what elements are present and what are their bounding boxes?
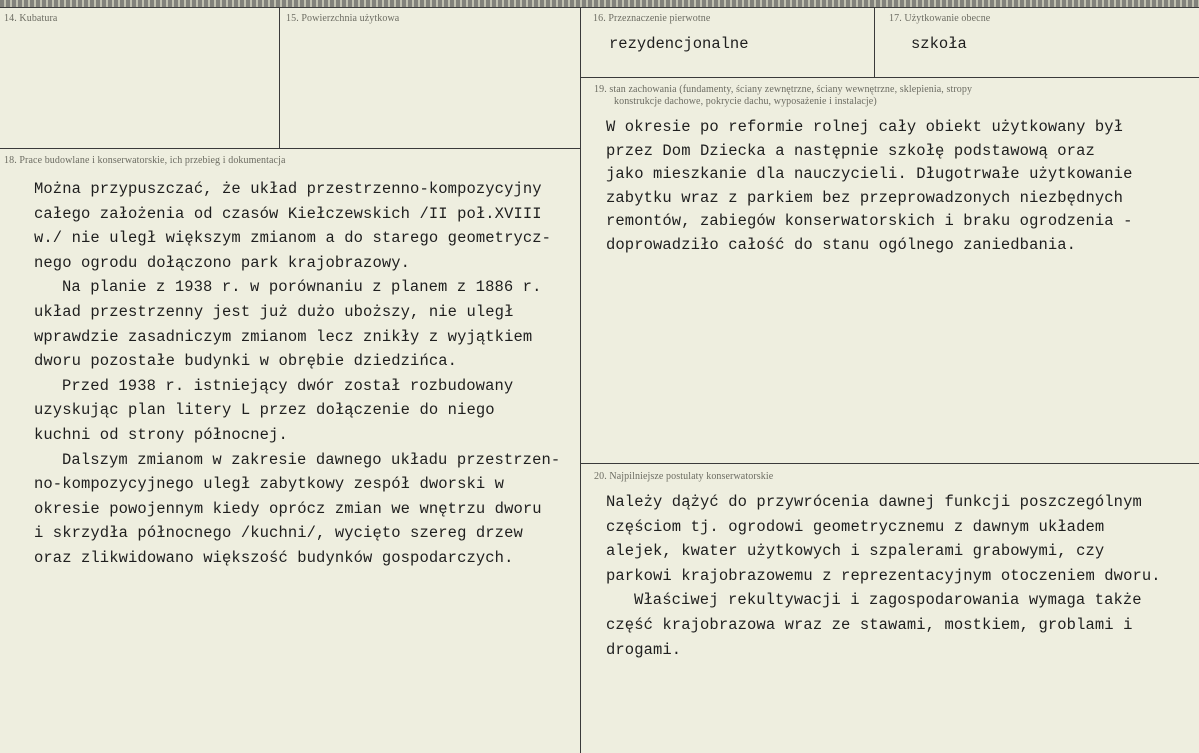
text-line: zabytku wraz z parkiem bez przeprowadzonych niezbędnych — [606, 188, 1124, 207]
field-19-label: 19. stan zachowania (fundamenty, ściany zewnętrzne, ściany wewnętrzne, sklepienia, stropy — [594, 84, 973, 95]
text-line: Dalszym zmianom w zakresie dawnego układu przestrzen- — [62, 450, 561, 469]
text-line: nego ogrodu dołączono park krajobrazowy. — [34, 253, 411, 272]
field-19-text — [606, 116, 1132, 258]
top-border — [0, 0, 1199, 7]
divider — [279, 7, 280, 148]
text-line: Właściwej rekultywacji i zagospodarowania wymaga także — [634, 591, 1142, 610]
divider — [580, 463, 1199, 464]
field-19-label-cont: konstrukcje dachowe, pokrycie dachu, wyposażenie i instalacje) — [614, 96, 877, 107]
divider — [0, 148, 581, 149]
text-line: układ przestrzenny jest już dużo uboższy, nie uległ — [34, 302, 514, 321]
text-line: no-kompozycyjnego uległ zabytkowy zespół dworski w — [34, 475, 505, 494]
field-20-label: 20. Najpilniejsze postulaty konserwatorskie — [594, 471, 774, 482]
text-line: wprawdzie zasadniczym zmianom lecz znikły z wyjątkiem — [34, 327, 533, 346]
text-line: Można przypuszczać, że układ przestrzenno-kompozycyjny — [34, 180, 542, 198]
text-line: doprowadziło całość do stanu ogólnego zaniedbania. — [606, 235, 1077, 254]
text-line: część krajobrazowa wraz ze stawami, mostkiem, groblami i — [606, 615, 1133, 634]
text-line: częściom tj. ogrodowi geometrycznemu z dawnym układem — [606, 517, 1105, 536]
text-line: jako mieszkanie dla nauczycieli. Długotrwałe użytkowanie — [606, 165, 1133, 184]
text-line: okresie powojennym kiedy oprócz zmian we wnętrzu dworu — [34, 499, 542, 518]
text-line: całego założenia od czasów Kiełczewskich /II poł.XVIII — [34, 204, 542, 223]
text-line: Przed 1938 r. istniejący dwór został rozbudowany — [62, 376, 514, 395]
divider — [580, 77, 1199, 78]
text-line: alejek, kwater użytkowych i szpalerami grabowymi, czy — [606, 542, 1105, 561]
text-line: przez Dom Dziecka a następnie szkołę podstawową oraz — [606, 141, 1095, 160]
divider — [580, 7, 581, 753]
field-20-text — [606, 490, 1161, 662]
text-line: oraz zlikwidowano większość budynków gospodarczych. — [34, 548, 514, 567]
text-line: drogami. — [606, 640, 682, 659]
text-line: uzyskując plan litery L przez dołączenie do niego — [34, 401, 495, 420]
text-line: w./ nie uległ większym zmianom a do starego geometrycz- — [34, 229, 552, 248]
text-line: remontów, zabiegów konserwatorskich i braku ogrodzenia - — [606, 212, 1133, 231]
current-use-value: szkoła — [911, 35, 967, 53]
text-line: kuchni od strony północnej. — [34, 425, 288, 444]
divider — [874, 7, 875, 78]
text-line: parkowi krajobrazowemu z reprezentacyjnym otoczeniem dworu. — [606, 566, 1161, 585]
field-14-label: 14. Kubatura — [4, 13, 58, 24]
text-line: i skrzydła północnego /kuchni/, wycięto szereg drzew — [34, 524, 523, 543]
field-18-label: 18. Prace budowlane i konserwatorskie, ich przebieg i dokumentacja — [4, 155, 286, 166]
field-18-text — [34, 177, 560, 571]
text-line: Należy dążyć do przywrócenia dawnej funkcji poszczególnym — [606, 493, 1142, 511]
field-16-label: 16. Przeznaczenie pierwotne — [593, 13, 711, 24]
field-17-label: 17. Użytkowanie obecne — [889, 13, 991, 24]
field-15-label: 15. Powierzchnia użytkowa — [286, 13, 400, 24]
text-line: Na planie z 1938 r. w porównaniu z planem z 1886 r. — [62, 278, 542, 297]
divider — [0, 7, 1199, 8]
text-line: W okresie po reformie rolnej cały obiekt użytkowany był — [606, 118, 1124, 136]
original-purpose-value: rezydencjonalne — [609, 35, 749, 53]
text-line: dworu pozostałe budynki w obrębie dziedzińca. — [34, 352, 458, 371]
